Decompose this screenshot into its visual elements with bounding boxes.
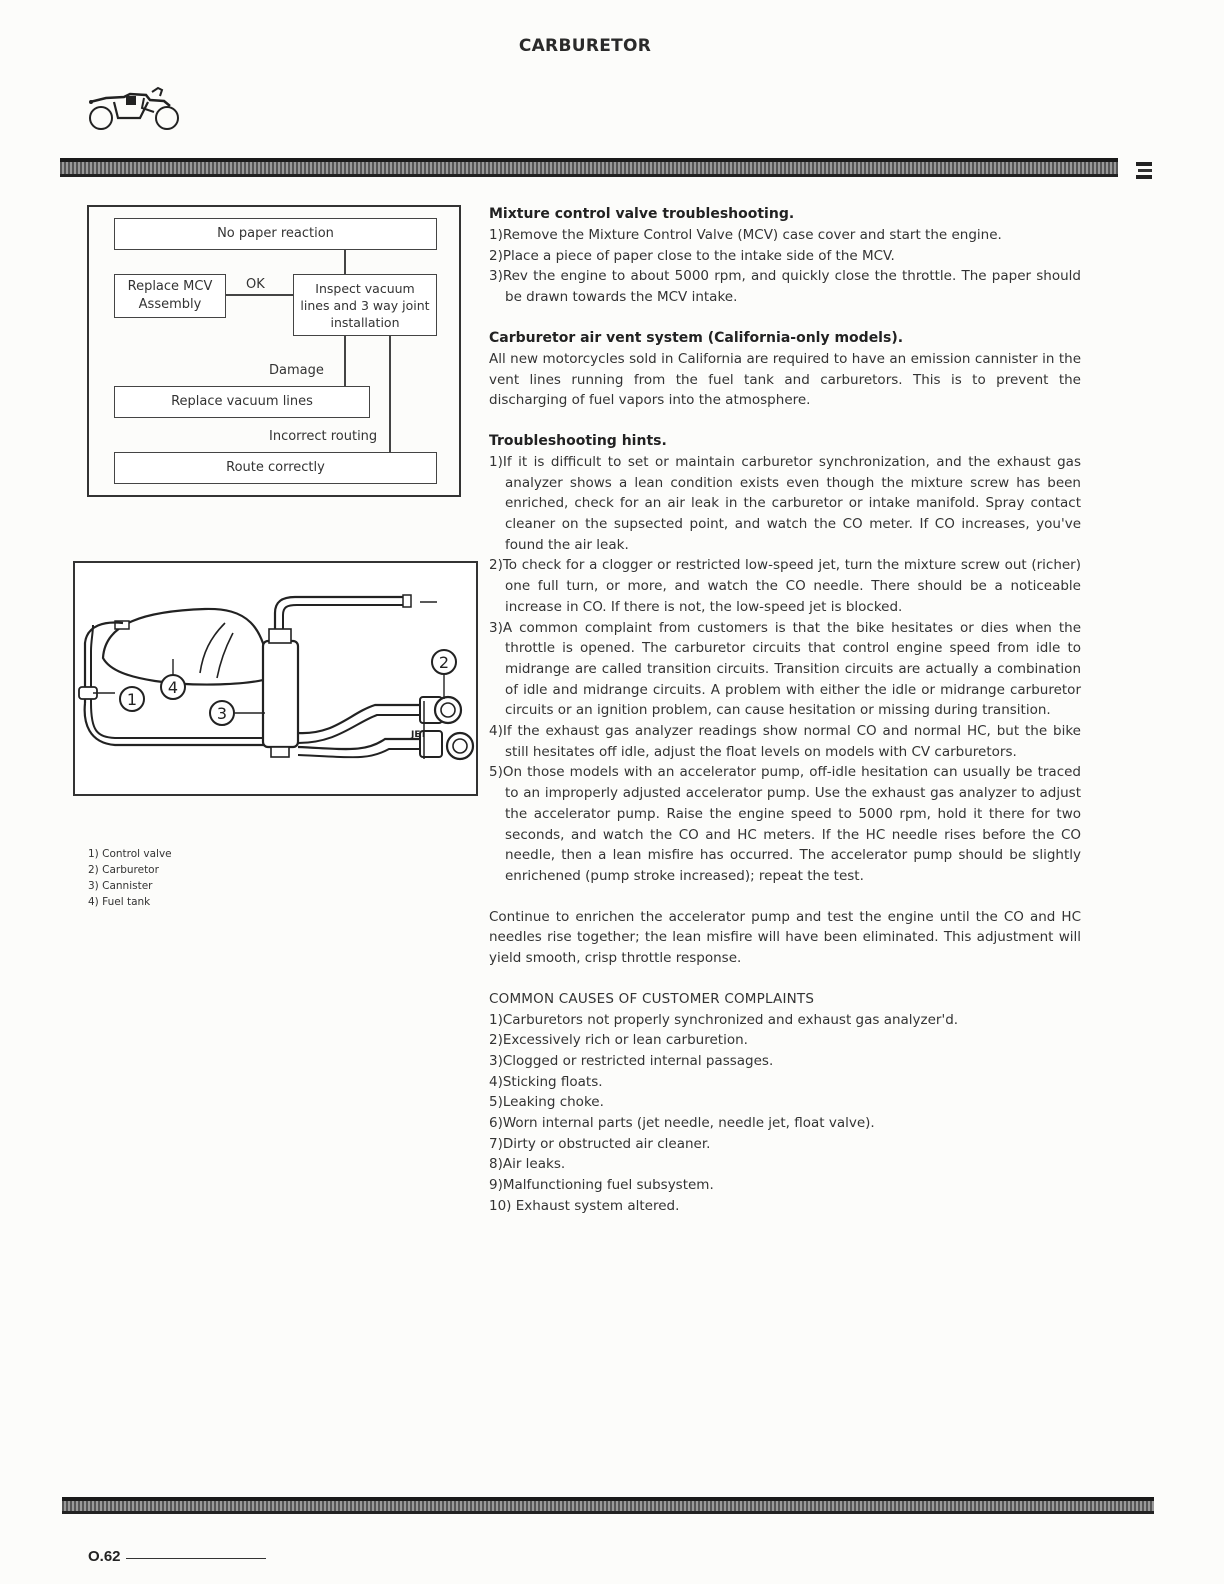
flow-replace-vacuum-lines: Replace vacuum lines [114,386,370,418]
flow-incorrect-routing-label: Incorrect routing [269,429,378,444]
cause-item: 10) Exhaust system altered. [489,1197,680,1214]
bottom-rule [62,1497,1154,1514]
flow-no-paper-reaction: No paper reaction [114,218,437,250]
cause-item: 2)Excessively rich or lean carburetion. [489,1032,748,1049]
mcv-step: 3)Rev the engine to about 5000 rpm, and quickly close the throttle. The paper should be drawn towards the MCV intake. [489,268,1081,306]
legend-item: 2) Carburetor [88,864,159,876]
continue-paragraph: Continue to enrichen the accelerator pump and test the engine until the CO and HC needles rise together; the lean misfire will have been eliminated. This adjustment will yield smooth, crisp throttle response. [489,908,1081,967]
motorcycle-icon [84,84,184,138]
cause-item: 5)Leaking choke. [489,1094,604,1111]
flow-inspect-vacuum: Inspect vacuum lines and 3 way joint installation [293,274,437,336]
causes-heading: COMMON CAUSES OF CUSTOMER COMPLAINTS [489,990,815,1007]
hint-item: 2)To check for a clogger or restricted low-speed jet, turn the mixture screw out (richer) one full turn, or more, and watch the CO needle. There should be a noticeable increase in CO. If there is not, the low-speed jet is blocked. [489,557,1081,615]
legend-item: 1) Control valve [88,848,172,860]
vent-system-diagram [73,561,478,796]
cause-item: 7)Dirty or obstructed air cleaner. [489,1135,711,1152]
svg-text:4: 4 [167,678,179,697]
legend-item: 3) Cannister [88,880,153,892]
callout-1 [120,687,144,711]
vent-body: All new motorcycles sold in California are required to have an emission cannister in the vent lines running from the fuel tank and carburetors. This is to prevent the discharging of fuel vapors into the atmosphere. [489,350,1081,409]
flow-replace-mcv: Replace MCV Assembly [114,274,226,318]
cause-item: 1)Carburetors not properly synchronized and exhaust gas analyzer'd. [489,1011,959,1028]
svg-text:3: 3 [216,704,228,723]
legend-item: 4) Fuel tank [88,896,151,908]
diagram-legend [88,846,172,910]
svg-text:1: 1 [126,690,138,709]
page-number-underline [126,1558,266,1559]
cause-item: 9)Malfunctioning fuel subsystem. [489,1177,714,1194]
callout-4 [161,675,185,699]
troubleshooting-flowchart [87,205,461,497]
callout-2 [432,650,456,674]
mcv-step: 1)Remove the Mixture Control Valve (MCV) case cover and start the engine. [489,227,1002,243]
hint-item: 4)If the exhaust gas analyzer readings show normal CO and normal HC, but the bike still hesitates off idle, adjust the float levels on models with CV carburetors. [489,723,1081,760]
jet-label: JET [411,730,427,740]
callout-3 [210,701,234,725]
cause-item: 6)Worn internal parts (jet needle, needle jet, float valve). [489,1115,875,1132]
mcv-step: 2)Place a piece of paper close to the intake side of the MCV. [489,247,895,264]
flow-route-correctly: Route correctly [114,452,437,484]
vent-heading: Carburetor air vent system (California-only models). [489,329,904,346]
hint-item: 5)On those models with an accelerator pump, off-idle hesitation can usually be traced to an improperly adjusted accelerator pump. Use the exhaust gas analyzer to adjust the accelerator pump. Raise the engine speed to 5000 rpm, hold it there for two seconds, and watch the CO and HC meters. If the HC needle rises before the CO needle, then a lean misfire has occurred. The accelerator pump should be slightly enrichened (pump stroke increased); repeat the test. [489,764,1081,884]
flow-ok-label: OK [246,277,265,292]
text-column [489,204,1081,1217]
cause-item: 8)Air leaks. [489,1156,566,1173]
hints-heading: Troubleshooting hints. [489,432,667,449]
page-title: CARBURETOR [518,36,652,56]
rule-end-mark [1134,160,1154,182]
page-number: O.62 [88,1548,121,1565]
svg-text:2: 2 [438,653,450,672]
mcv-heading: Mixture control valve troubleshooting. [489,206,795,222]
flow-damage-label: Damage [269,363,324,378]
top-rule [60,158,1118,177]
cause-item: 3)Clogged or restricted internal passages. [489,1052,774,1069]
hint-item: 1)If it is difficult to set or maintain carburetor synchronization, and the exhaust gas analyzer shows a lean condition exists even though the mixture screw has been enriched, check for an air leak in the carburetor or intake manifold. Spray contact cleaner on the supsected point, and watch the CO meter. If CO increases, you've found the air leak. [489,453,1081,553]
cause-item: 4)Sticking floats. [489,1073,603,1090]
hint-item: 3)A common complaint from customers is that the bike hesitates or dies when the throttle is opened. The carburetor circuits that control engine speed from idle to midrange are called transition circuits. Transition circuits are actually a combination of idle and midrange circuits. A problem with either the idle or midrange carburetor circuits or an ignition problem, can cause hesitation or missing during transition. [489,619,1081,719]
